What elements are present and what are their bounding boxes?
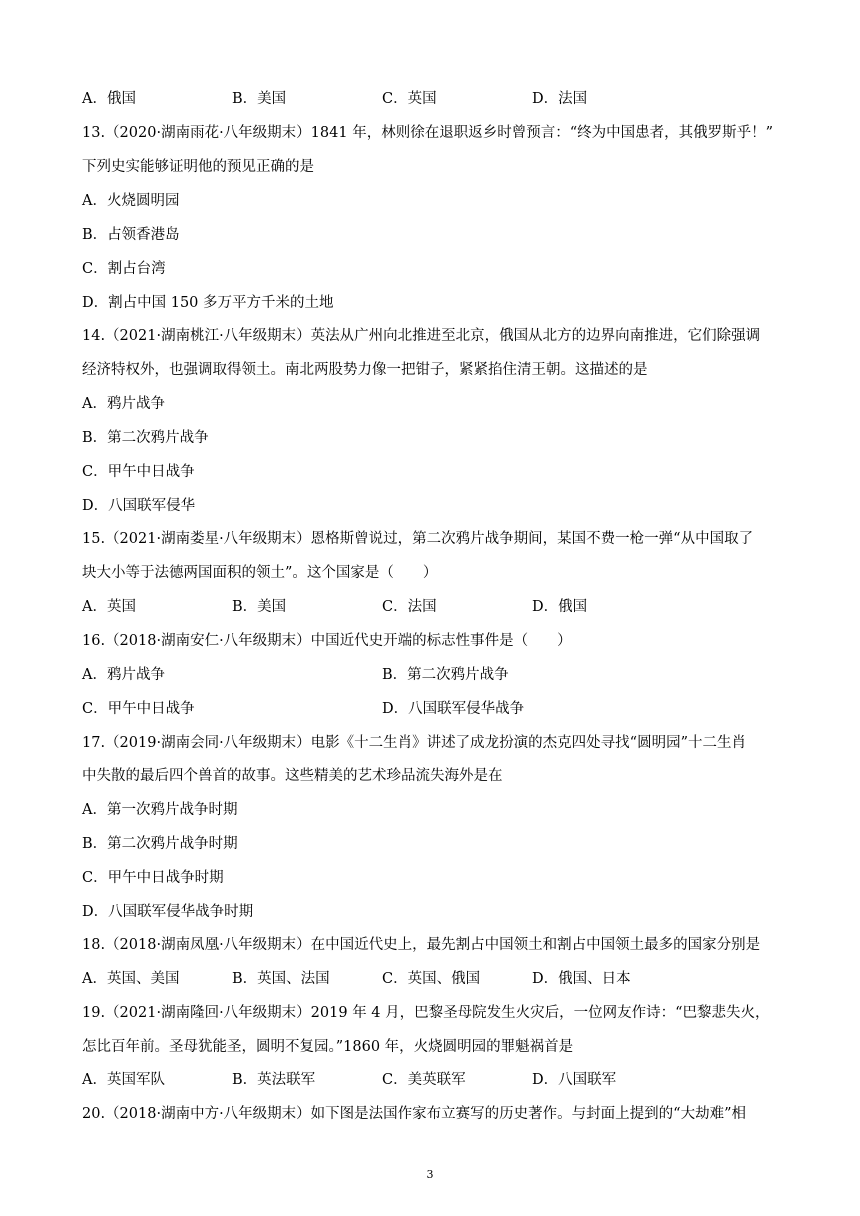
page-number: 3 [426, 1168, 434, 1181]
q13-option-b: B．占领香港岛 [82, 227, 180, 243]
q16-option-d: D．八国联军侵华战争 [382, 701, 525, 717]
q14-option-a: A．鸦片战争 [82, 396, 165, 412]
q14-stem-line2: 经济特权外，也强调取得领土。南北两股势力像一把钳子，紧紧掐住清王朝。这描述的是 [82, 362, 648, 378]
q15-option-a: A．英国 [82, 599, 136, 615]
q15-option-c: C．法国 [382, 599, 437, 615]
q13-option-c: C．割占台湾 [82, 261, 166, 277]
q19-stem-line2: 怎比百年前。圣母犹能圣，圆明不复园。”1860 年，火烧圆明园的罪魁祸首是 [82, 1039, 574, 1055]
q18-stem-line1: 18.（2018·湖南凤凰·八年级期末）在中国近代史上，最先割占中国领土和割占中国领土最多的国家分别是 [82, 937, 761, 953]
q13-stem-line1: 13.（2020·湖南雨花·八年级期末）1841 年，林则徐在退职返乡时曾预言：“终为中国患者，其俄罗斯乎！” [82, 125, 774, 141]
q17-stem-line2: 中失散的最后四个兽首的故事。这些精美的艺术珍品流失海外是在 [82, 768, 503, 784]
q14-option-d: D．八国联军侵华 [82, 498, 196, 514]
q16-option-b: B．第二次鸦片战争 [382, 667, 509, 683]
q16-option-a: A．鸦片战争 [82, 667, 165, 683]
q14-stem-line1: 14.（2021·湖南桃江·八年级期末）英法从广州向北推进至北京，俄国从北方的边界向南推进，它们除强调 [82, 328, 761, 344]
q19-option-b: B．英法联军 [232, 1072, 316, 1088]
q14-option-c: C．甲午中日战争 [82, 464, 195, 480]
q19-option-d: D．八国联军 [532, 1072, 617, 1088]
q17-option-c: C．甲午中日战争时期 [82, 870, 224, 886]
q19-option-a: A．英国军队 [82, 1072, 165, 1088]
q17-option-a: A．第一次鸦片战争时期 [82, 802, 238, 818]
q12-option-b: B．美国 [232, 91, 287, 107]
q12-option-c: C．英国 [382, 91, 437, 107]
q15-option-b: B．美国 [232, 599, 287, 615]
q19-option-c: C．美英联军 [382, 1072, 466, 1088]
q15-option-d: D．俄国 [532, 599, 588, 615]
q13-option-a: A．火烧圆明园 [82, 193, 180, 209]
q13-option-d: D．割占中国 150 多万平方千米的土地 [82, 295, 334, 311]
q16-option-c: C．甲午中日战争 [82, 701, 195, 717]
q17-option-b: B．第二次鸦片战争时期 [82, 836, 238, 852]
q17-option-d: D．八国联军侵华战争时期 [82, 904, 254, 920]
q18-option-a: A．英国、美国 [82, 971, 180, 987]
q16-stem-line1: 16.（2018·湖南安仁·八年级期末）中国近代史开端的标志性事件是（ ） [82, 633, 572, 649]
q12-option-a: A．俄国 [82, 91, 136, 107]
q15-stem-line2: 块大小等于法德两国面积的领土”。这个国家是（ ） [82, 565, 438, 581]
q17-stem-line1: 17.（2019·湖南会同·八年级期末）电影《十二生肖》讲述了成龙扮演的杰克四处寻找“圆明园”十二生肖 [82, 735, 747, 751]
q14-option-b: B．第二次鸦片战争 [82, 430, 209, 446]
q18-option-d: D．俄国、日本 [532, 971, 631, 987]
q13-stem-line2: 下列史实能够证明他的预见正确的是 [82, 159, 314, 175]
q15-stem-line1: 15.（2021·湖南娄星·八年级期末）恩格斯曾说过，第二次鸦片战争期间，某国不费一枪一弹“从中国取了 [82, 531, 754, 547]
q20-stem-line1: 20.（2018·湖南中方·八年级期末）如下图是法国作家布立赛写的历史著作。与封面上提到的“大劫难”相 [82, 1106, 747, 1122]
q12-option-d: D．法国 [532, 91, 588, 107]
q18-option-c: C．英国、俄国 [382, 971, 481, 987]
q19-stem-line1: 19.（2021·湖南隆回·八年级期末）2019 年 4 月，巴黎圣母院发生火灾后，一位网友作诗：“巴黎悲失火， [82, 1005, 770, 1021]
q18-option-b: B．英国、法国 [232, 971, 330, 987]
